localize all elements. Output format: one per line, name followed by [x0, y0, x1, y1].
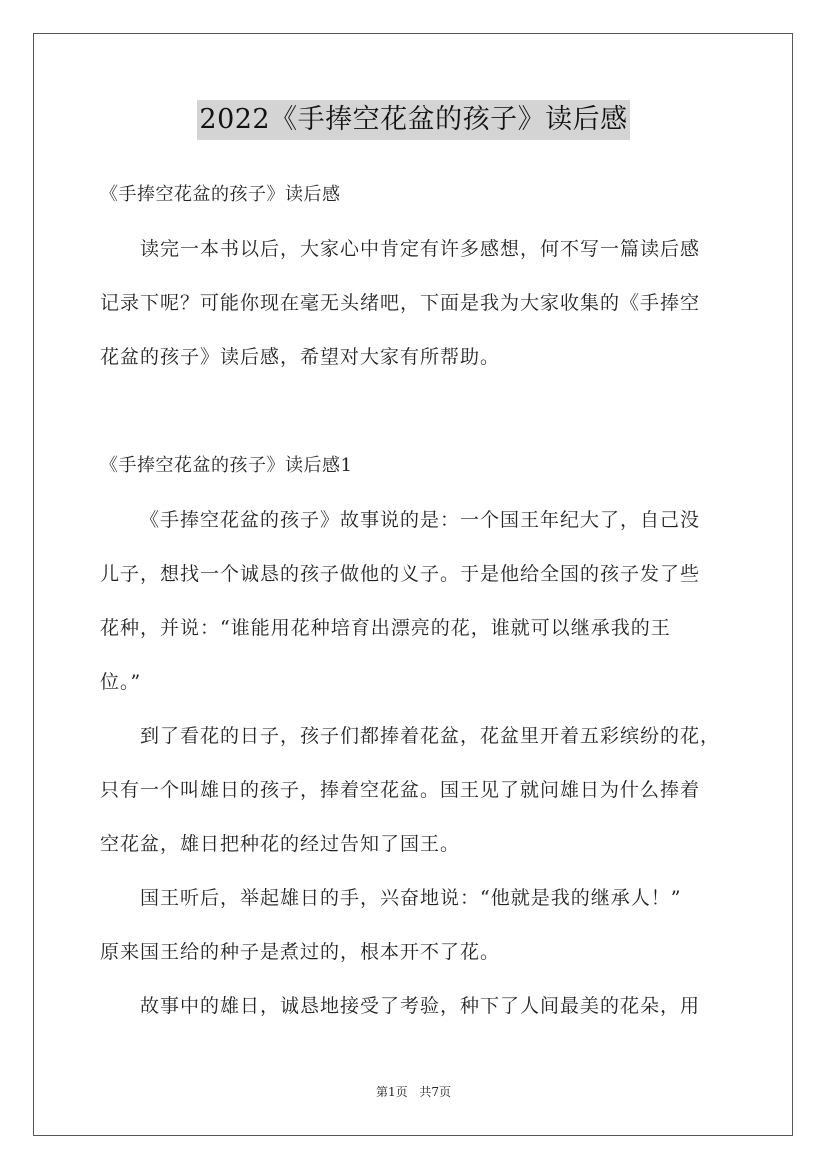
- body-line: 原来国王给的种子是煮过的，根本开不了花。: [100, 941, 501, 963]
- body-line: 位。”: [100, 671, 142, 693]
- page-footer: [0, 1083, 827, 1100]
- body-line: 花种，并说：“谁能用花种培育出漂亮的花，谁就可以继承我的王: [100, 617, 671, 639]
- intro-line: 记录下呢？可能你现在毫无头绪吧，下面是我为大家收集的《手捧空: [100, 292, 701, 314]
- section-heading: 《手捧空花盆的孩子》读后感1: [100, 455, 353, 476]
- body-line: 空花盆，雄日把种花的经过告知了国王。: [100, 833, 461, 855]
- body-line: 儿子，想找一个诚恳的孩子做他的义子。于是他给全国的孩子发了些: [100, 563, 701, 585]
- body-line: 《手捧空花盆的孩子》故事说的是：一个国王年纪大了，自己没: [140, 509, 701, 531]
- subtitle: 《手捧空花盆的孩子》读后感: [100, 184, 341, 205]
- body-line: 只有一个叫雄日的孩子，捧着空花盆。国王见了就问雄日为什么捧着: [100, 779, 701, 801]
- intro-line: 读完一本书以后，大家心中肯定有许多感想，何不写一篇读后感: [140, 238, 701, 260]
- title-container: [0, 100, 827, 140]
- body-line: 故事中的雄日，诚恳地接受了考验，种下了人间最美的花朵，用: [140, 995, 701, 1017]
- page-number: 第1页: [375, 1085, 408, 1099]
- document-title: 2022《手捧空花盆的孩子》读后感: [197, 100, 629, 140]
- page-total: 共7页: [419, 1085, 452, 1099]
- body-line: 到了看花的日子，孩子们都捧着花盆，花盆里开着五彩缤纷的花，: [140, 725, 721, 747]
- body-line: 国王听后，举起雄日的手，兴奋地说：“他就是我的继承人！”: [140, 887, 682, 909]
- intro-line: 花盆的孩子》读后感，希望对大家有所帮助。: [100, 346, 501, 368]
